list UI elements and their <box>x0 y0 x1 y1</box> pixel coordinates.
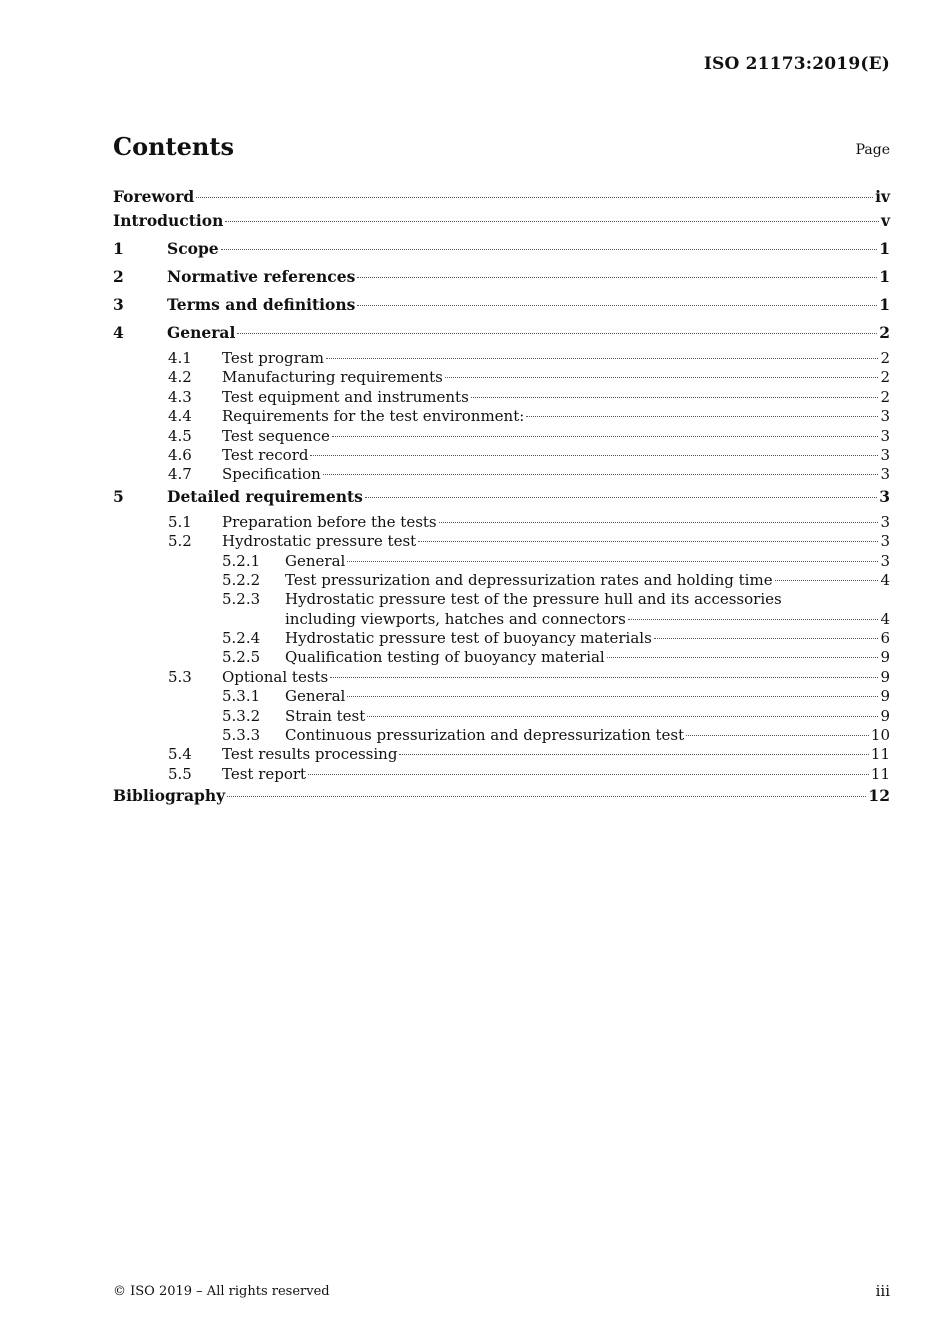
toc-entry-number: 5.2.3 <box>222 590 261 609</box>
toc-entry-page: 3 <box>880 445 890 464</box>
toc-entry-line <box>222 765 890 784</box>
toc-entry-page: 3 <box>880 551 890 570</box>
toc-entry-line <box>285 629 890 648</box>
toc-entry-label: Foreword <box>113 187 195 206</box>
toc-entry-label: Test program <box>222 349 324 367</box>
toc-entry-label: Continuous pressurization and depressurization test <box>285 726 685 745</box>
toc-entry-number: 5.3 <box>168 667 192 686</box>
toc-entry-line <box>167 485 890 509</box>
toc-entry-number: 5.5 <box>168 764 192 783</box>
toc-entry-page: 4 <box>880 609 890 628</box>
toc-entry[interactable] <box>113 726 890 745</box>
toc-entry-label: Test equipment and instruments <box>222 387 469 406</box>
toc-entry-page: 2 <box>879 323 890 342</box>
dot-leader <box>439 522 879 523</box>
dot-leader <box>775 580 879 581</box>
toc-entry-number: 5 <box>113 486 124 506</box>
toc-entry-label: Test report <box>222 764 307 783</box>
toc-entry-number: 3 <box>113 295 124 314</box>
toc-entry-label: Normative references <box>167 267 356 286</box>
page-number: iii <box>875 1282 890 1300</box>
toc-entry[interactable] <box>113 349 890 368</box>
toc-entry[interactable] <box>113 784 890 812</box>
toc-entry-line <box>285 571 890 590</box>
toc-entry-label: Test sequence <box>222 426 330 445</box>
toc-entry-number: 4.5 <box>168 426 192 445</box>
dot-leader <box>367 716 878 717</box>
toc-entry[interactable] <box>113 485 890 513</box>
toc-entry-page: iv <box>875 187 890 206</box>
toc-entry[interactable] <box>113 765 890 784</box>
toc-entry[interactable] <box>113 745 890 764</box>
dot-leader <box>347 561 878 562</box>
dot-leader <box>330 677 878 678</box>
toc-entry[interactable] <box>113 446 890 465</box>
dot-leader <box>221 249 878 250</box>
toc-entry-page: 1 <box>879 267 890 286</box>
toc-entry-page: 9 <box>880 667 890 686</box>
toc-entry-page: 3 <box>880 465 890 484</box>
toc-entry-page: 9 <box>880 687 890 706</box>
toc-entry-line <box>222 446 890 465</box>
toc-entry[interactable] <box>113 552 890 571</box>
toc-entry-page: 10 <box>870 726 890 745</box>
toc-entry-number: 5.2.1 <box>222 551 261 570</box>
table-of-contents <box>113 185 890 812</box>
toc-entry-number: 5.3.1 <box>222 687 261 706</box>
toc-entry-line <box>285 687 890 706</box>
toc-entry-line <box>167 321 890 345</box>
dot-leader <box>357 277 877 278</box>
dot-leader <box>471 397 879 398</box>
toc-entry-line <box>222 532 890 551</box>
toc-entry[interactable] <box>113 707 890 726</box>
dot-leader <box>399 754 868 755</box>
toc-entry-page: 3 <box>880 426 890 445</box>
toc-entry-label: Manufacturing requirements <box>222 368 443 387</box>
dot-leader <box>227 796 866 797</box>
dot-leader <box>607 657 879 658</box>
toc-entry-label-line1: Hydrostatic pressure test of the pressure hull and its accessories <box>285 590 782 609</box>
toc-entry-line <box>167 237 890 261</box>
toc-entry-page: 12 <box>868 786 890 806</box>
toc-entry[interactable] <box>113 237 890 265</box>
dot-leader <box>357 305 877 306</box>
toc-entry[interactable] <box>113 265 890 293</box>
toc-entry[interactable] <box>113 668 890 687</box>
toc-entry-number: 4.6 <box>168 445 192 464</box>
toc-entry-label: Detailed requirements <box>167 486 363 506</box>
toc-entry-page: 1 <box>879 239 890 258</box>
toc-entry-label: Preparation before the tests <box>222 512 437 531</box>
toc-entry-label: Optional tests <box>222 667 329 686</box>
dot-leader <box>365 497 877 498</box>
toc-entry[interactable] <box>113 293 890 321</box>
toc-entry-number: 5.2.5 <box>222 648 261 667</box>
toc-entry-number: 5.2.2 <box>222 570 261 589</box>
toc-entry-line <box>222 349 890 368</box>
toc-entry-line <box>222 388 890 407</box>
dot-leader <box>326 358 879 359</box>
toc-entry[interactable] <box>113 571 890 590</box>
toc-entry-number: 5.2.4 <box>222 629 261 648</box>
toc-entry-label: Bibliography <box>113 786 226 806</box>
toc-entry-label: General <box>285 551 346 570</box>
toc-entry-line <box>113 209 890 233</box>
toc-entry-label: General <box>285 687 346 706</box>
document-id: ISO 21173:2019(E) <box>703 54 890 74</box>
toc-entry-page: 11 <box>870 745 890 764</box>
dot-leader <box>418 541 878 542</box>
toc-entry-page: 1 <box>879 295 890 314</box>
toc-entry-line <box>222 368 890 387</box>
copyright-notice: © ISO 2019 – All rights reserved <box>113 1284 330 1299</box>
toc-entry-number: 5.3.3 <box>222 726 261 745</box>
toc-entry-number: 4.4 <box>168 407 192 426</box>
toc-entry[interactable] <box>113 209 890 237</box>
dot-leader <box>310 455 878 456</box>
toc-entry-page: 11 <box>870 764 890 783</box>
toc-entry-line <box>285 648 890 667</box>
toc-entry-number: 2 <box>113 267 124 286</box>
dot-leader <box>654 638 879 639</box>
toc-entry-label: Requirements for the test environment: <box>222 407 525 426</box>
toc-entry-page: 2 <box>880 368 890 387</box>
toc-entry-line <box>113 185 890 209</box>
toc-entry-number: 4.2 <box>168 368 192 387</box>
toc-entry[interactable] <box>113 407 890 426</box>
toc-entry-label: Terms and definitions <box>167 295 356 314</box>
toc-entry-number: 4.3 <box>168 387 192 406</box>
dot-leader <box>628 619 879 620</box>
toc-entry-page: 9 <box>880 706 890 725</box>
page-column-label: Page <box>855 142 890 158</box>
toc-entry[interactable] <box>113 648 890 667</box>
dot-leader <box>196 197 873 198</box>
toc-entry-number: 1 <box>113 239 124 258</box>
toc-entry-line <box>222 427 890 446</box>
toc-entry[interactable] <box>113 687 890 706</box>
toc-entry-page: 6 <box>880 629 890 648</box>
toc-entry-line <box>285 726 890 745</box>
toc-entry-label: Hydrostatic pressure test of buoyancy materials <box>285 629 652 648</box>
toc-entry-page: 9 <box>880 648 890 667</box>
toc-entry-number: 5.4 <box>168 745 192 764</box>
dot-leader <box>323 474 879 475</box>
toc-entry[interactable] <box>113 465 890 484</box>
toc-entry-label: Qualification testing of buoyancy material <box>285 648 605 667</box>
toc-entry-page: v <box>880 211 890 230</box>
dot-leader <box>445 377 879 378</box>
toc-entry-page: 2 <box>880 349 890 367</box>
toc-entry-line <box>113 784 890 808</box>
toc-entry-line <box>222 668 890 687</box>
toc-entry-number: 5.2 <box>168 532 192 551</box>
toc-entry-label: Scope <box>167 239 219 258</box>
dot-leader <box>237 333 877 334</box>
toc-entry-line <box>222 465 890 484</box>
toc-entry-line <box>285 610 890 629</box>
toc-entry-line <box>167 265 890 289</box>
dot-leader <box>332 436 879 437</box>
toc-entry-page: 4 <box>880 570 890 589</box>
toc-entry-page: 3 <box>880 512 890 531</box>
contents-heading <box>113 132 890 164</box>
toc-entry-label: Specification <box>222 465 321 484</box>
toc-entry[interactable] <box>113 629 890 648</box>
dot-leader <box>347 696 878 697</box>
toc-entry[interactable] <box>113 388 890 407</box>
toc-entry-number: 4.1 <box>168 349 192 367</box>
toc-entry-page: 3 <box>880 407 890 426</box>
toc-entry-label: including viewports, hatches and connectors <box>285 609 626 628</box>
toc-entry-label: Introduction <box>113 211 224 230</box>
toc-entry-line <box>285 707 890 726</box>
toc-entry[interactable] <box>113 185 890 209</box>
dot-leader <box>686 735 869 736</box>
toc-entry-line <box>222 745 890 764</box>
toc-entry-label: Test pressurization and depressurization rates and holding time <box>285 570 773 589</box>
toc-entry-line <box>167 293 890 317</box>
toc-entry-line <box>222 407 890 426</box>
dot-leader <box>526 416 878 417</box>
toc-entry-number: 5.3.2 <box>222 706 261 725</box>
toc-entry-label: Test record <box>222 445 309 464</box>
dot-leader <box>225 221 879 222</box>
toc-entry-number: 5.1 <box>168 512 192 531</box>
toc-entry[interactable] <box>113 321 890 349</box>
toc-entry[interactable] <box>113 532 890 551</box>
toc-entry[interactable] <box>113 513 890 532</box>
toc-entry-line <box>285 552 890 571</box>
toc-entry-page: 3 <box>879 486 890 506</box>
toc-entry[interactable] <box>113 368 890 387</box>
toc-entry[interactable] <box>113 590 890 629</box>
toc-entry-number: 4.7 <box>168 465 192 484</box>
page-footer <box>113 1284 890 1304</box>
dot-leader <box>308 774 869 775</box>
toc-entry-page: 3 <box>880 532 890 551</box>
toc-entry-label: General <box>167 323 236 342</box>
toc-entry-page: 2 <box>880 387 890 406</box>
toc-entry[interactable] <box>113 427 890 446</box>
toc-entry-label: Hydrostatic pressure test <box>222 532 417 551</box>
toc-entry-label: Test results processing <box>222 745 398 764</box>
page-title: Contents <box>113 132 234 161</box>
toc-entry-line <box>222 513 890 532</box>
toc-entry-label: Strain test <box>285 706 366 725</box>
toc-entry-number: 4 <box>113 323 124 342</box>
